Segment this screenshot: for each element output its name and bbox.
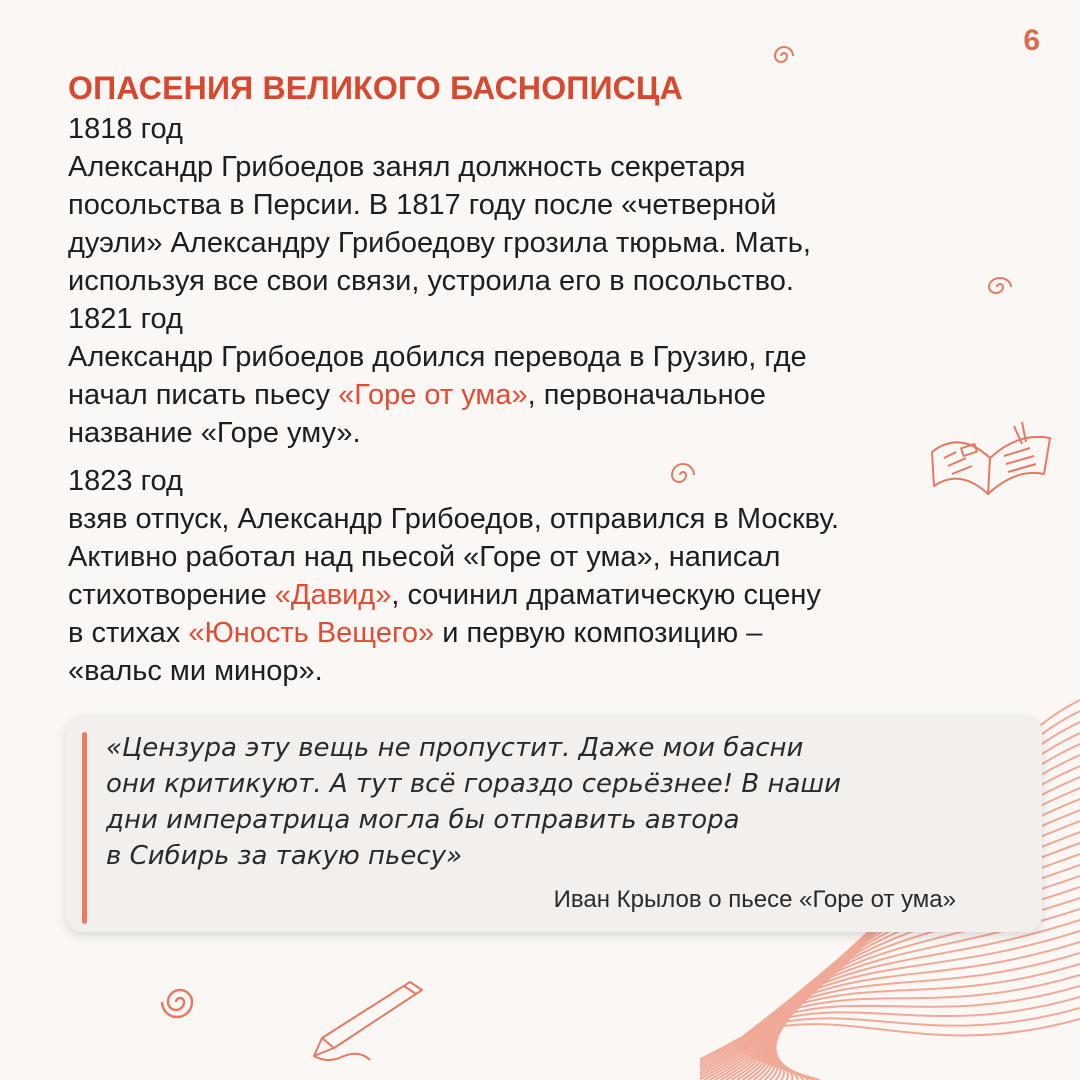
paragraph-line	[68, 376, 1048, 414]
text-run: , первоначальное	[527, 379, 766, 411]
paragraph-line	[68, 576, 1048, 614]
text-run: стихотворение	[68, 579, 275, 611]
paragraph-line: название «Горе уму».	[68, 417, 361, 449]
pen-icon	[300, 968, 440, 1068]
quote-line: «Цензура эту вещь не пропустит. Даже мои басни	[106, 733, 804, 763]
section-1823	[68, 462, 1048, 690]
paragraph-line: используя все свои связи, устроила его в посольство.	[68, 265, 794, 297]
section-1818	[68, 110, 1048, 300]
paragraph-line: Александр Грибоедов занял должность секретаря	[68, 151, 746, 183]
scene-title-highlight: «Юность Вещего»	[188, 617, 435, 649]
text-run: и первую композицию –	[434, 617, 763, 649]
poem-title-highlight: «Давид»	[274, 579, 392, 611]
quote-accent-bar	[82, 732, 87, 924]
year-heading: 1823 год	[68, 465, 183, 497]
paragraph-line: Александр Грибоедов добился перевода в Грузию, где	[68, 341, 807, 373]
quote-line: в Сибирь за такую пьесу»	[106, 841, 463, 871]
play-title-highlight: «Горе от ума»	[338, 379, 528, 411]
wave-line	[738, 1019, 1080, 1080]
quote-line: дни императрица могла бы отправить автора	[106, 805, 740, 835]
main-content	[68, 66, 1048, 690]
paragraph-line: посольства в Персии. В 1817 году после «четверной	[68, 189, 777, 221]
page-number: 6	[1023, 24, 1040, 57]
text-run: , сочинил драматическую сцену	[391, 579, 821, 611]
paragraph-line: Активно работал над пьесой «Горе от ума», написал	[68, 541, 781, 573]
wave-line	[764, 942, 1080, 1080]
spiral-doodle-icon	[160, 982, 200, 1022]
quote-text	[106, 730, 1006, 874]
year-heading: 1821 год	[68, 303, 183, 335]
paragraph-line: взяв отпуск, Александр Грибоедов, отправился в Москву.	[68, 503, 840, 535]
wave-line	[761, 953, 1080, 1080]
paragraph-line: «вальс ми минор».	[68, 655, 323, 687]
wave-line	[767, 931, 1080, 1080]
paragraph-line: дуэли» Александру Грибоедову грозила тюрьма. Мать,	[68, 227, 811, 259]
text-run: в стихах	[68, 617, 189, 649]
paragraph-line	[68, 614, 1048, 652]
quote-line: они критикуют. А тут всё гораздо серьёзнее! В наши	[106, 769, 842, 799]
section-1821	[68, 300, 1048, 452]
text-run: начал писать пьесу	[68, 379, 339, 411]
quote-card	[66, 716, 1042, 932]
quote-attribution: Иван Крылов о пьесе «Горе от ума»	[553, 886, 956, 913]
wave-line	[742, 1008, 1080, 1080]
year-heading: 1818 год	[68, 113, 183, 145]
page-title: ОПАСЕНИЯ ВЕЛИКОГО БАСНОПИСЦА	[68, 70, 683, 106]
